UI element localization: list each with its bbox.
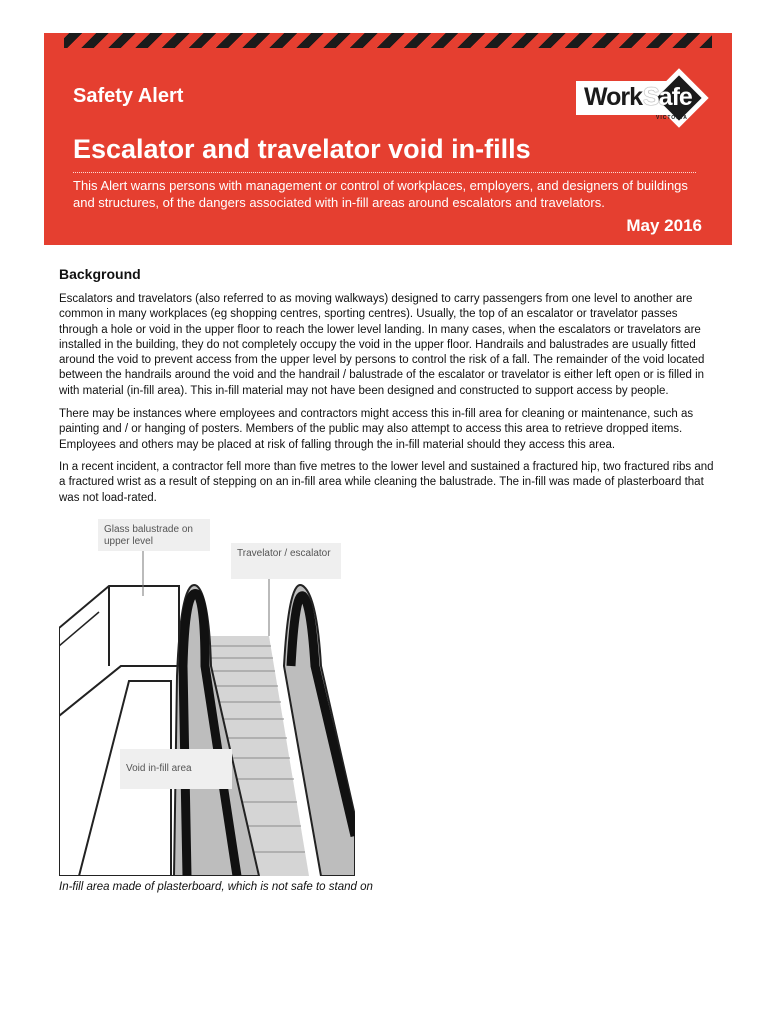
callout-balustrade: Glass balustrade on upper level — [98, 519, 210, 551]
logo-safe: Safe — [643, 83, 692, 111]
alert-label: Safety Alert — [73, 85, 184, 107]
figure-caption: In-fill area made of plasterboard, which is not safe to stand on — [59, 881, 373, 893]
hazard-stripes — [64, 33, 712, 48]
alert-intro: This Alert warns persons with management or control of workplaces, employers, and designers of buildings and structures, of the dangers associated with in-fill areas around escalators and travelators. — [73, 178, 688, 210]
logo-victoria: VICTORIA — [656, 115, 688, 121]
logo-work: Work — [584, 83, 643, 111]
callout-void: Void in-fill area — [120, 749, 232, 789]
paragraph-2: There may be instances where employees and contractors might access this in-fill area for cleaning or maintenance, such as painting and / or hanging of posters. Members of the public may also attempt to access this area to retrieve dropped items. Employees and others may be placed at risk of falling through the in-fill material should they access this area. — [59, 408, 694, 451]
alert-banner — [44, 33, 732, 245]
worksafe-logo — [576, 71, 712, 133]
alert-date: May 2016 — [626, 216, 702, 235]
dotted-rule — [73, 172, 696, 173]
section-heading: Background — [59, 266, 141, 282]
paragraph-3: In a recent incident, a contractor fell more than five metres to the lower level and sustained a fractured hip, two fractured ribs and a fractured wrist as a result of stepping on an in-fill area while cleaning the balustrade. The in-fill was made of plasterboard that was not load-rated. — [59, 461, 714, 504]
alert-title: Escalator and travelator void in-fills — [73, 134, 531, 164]
callout-travelator: Travelator / escalator — [231, 543, 341, 579]
paragraph-1: Escalators and travelators (also referred to as moving walkways) designed to carry passengers from one level to another are common in many workplaces (eg shopping centres, sporting centres). Usually, the top of an escalator or travelator passes through a hole or void in the upper floor to reach the lower level landing. In many cases, when the escalators or travelators are installed in the building, they do not completely occupy the void in the upper floor. Handrails and balustrades are usually fitted around the void to prevent access from the upper level by persons to control the risk of a fall. The remainder of the void located between the handrails around the void and the handrail / balustrade of the escalator or travelator is either left open or is filled in with material (in-fill area). This in-fill material may not have been designed and constructed to support access by people. — [59, 293, 705, 397]
